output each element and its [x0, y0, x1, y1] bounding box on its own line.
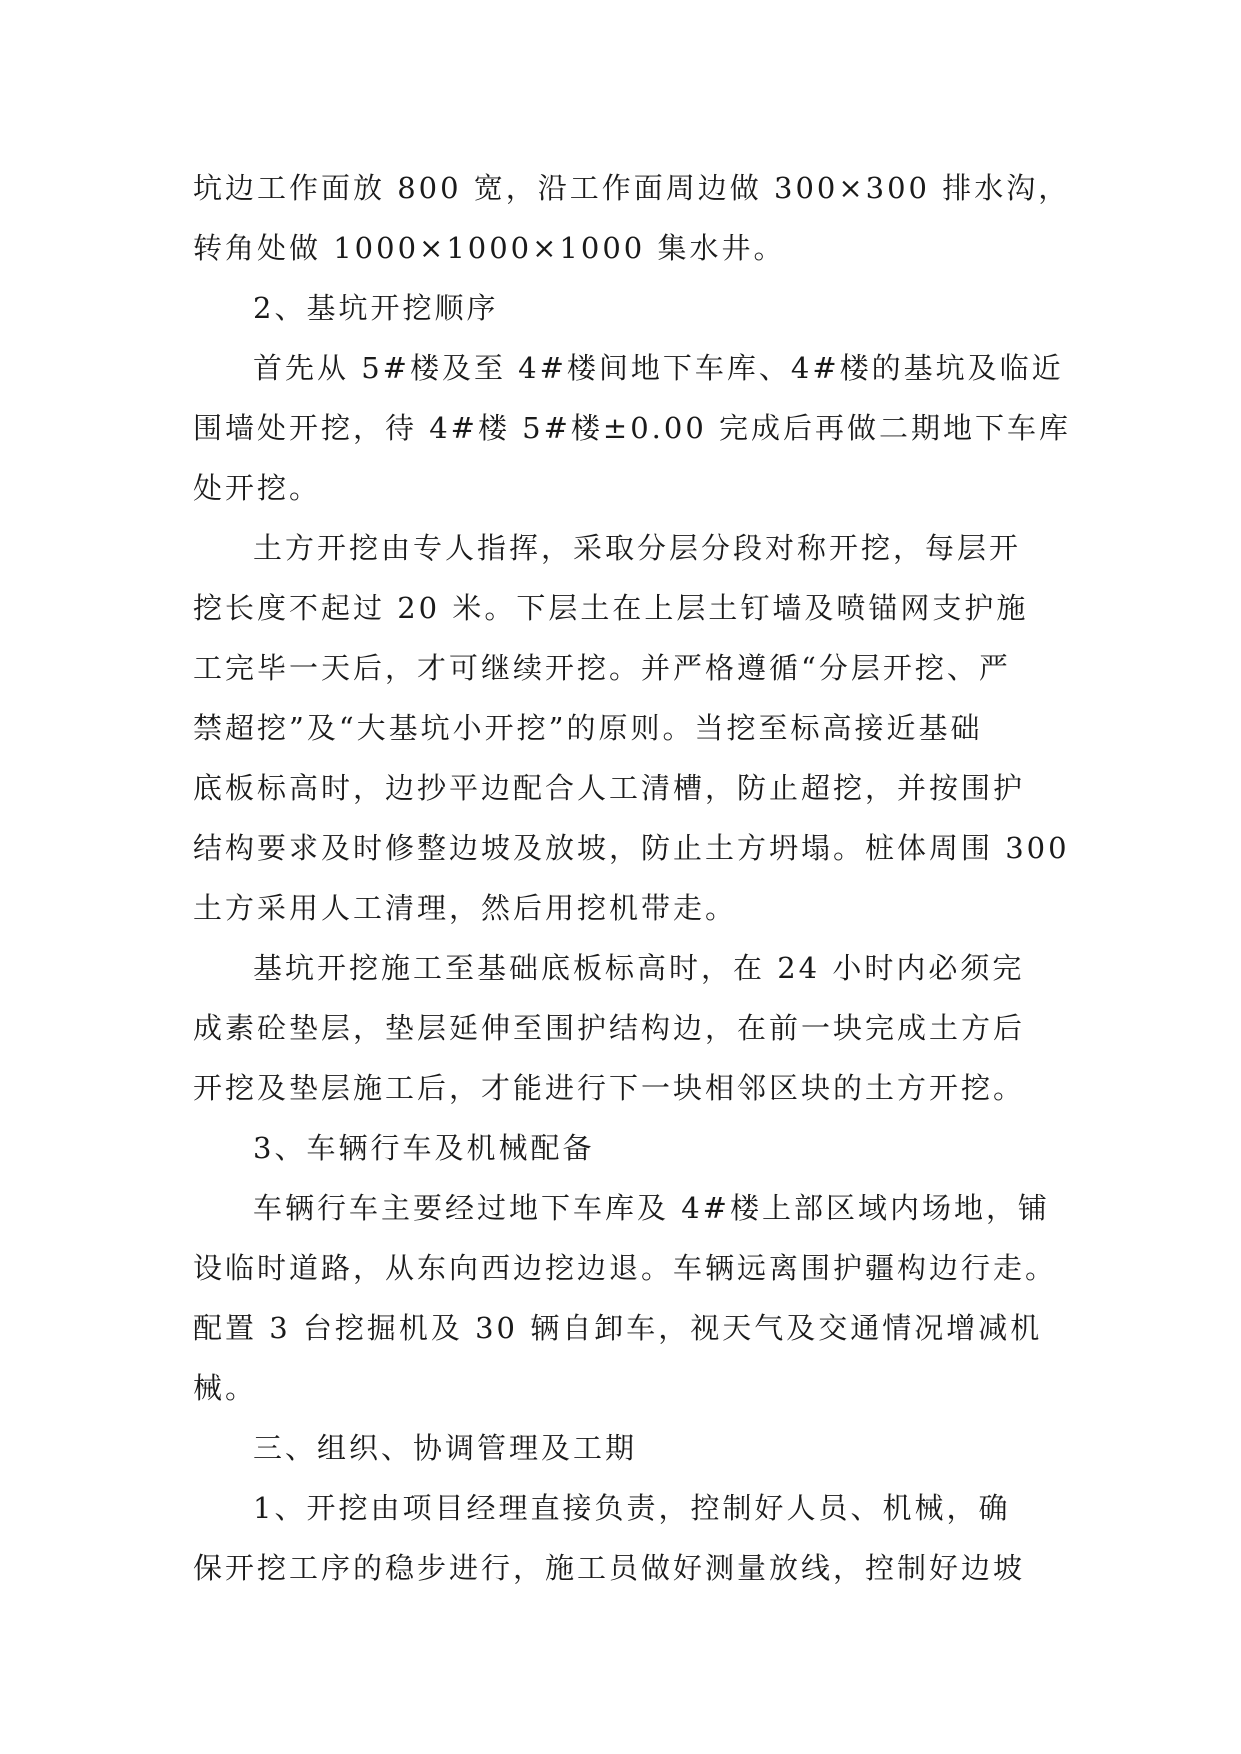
text-line: 保开挖工序的稳步进行，施工员做好测量放线，控制好边坡	[193, 1551, 1026, 1585]
text-line: 车辆行车主要经过地下车库及 4#楼上部区域内场地，铺	[253, 1191, 1050, 1225]
text-line: 配置 3 台挖掘机及 30 辆自卸车，视天气及交通情况增减机	[193, 1311, 1043, 1345]
document-body	[193, 158, 1072, 1598]
text-line: 基坑开挖施工至基础底板标高时，在 24 小时内必须完	[253, 951, 1025, 985]
text-line: 禁超挖”及“大基坑小开挖”的原则。当挖至标高接近基础	[193, 711, 983, 745]
text-line: 处开挖。	[193, 471, 322, 505]
text-line: 挖长度不起过 20 米。下层土在上层土钉墙及喷锚网支护施	[193, 591, 1029, 625]
section-heading: 三、组织、协调管理及工期	[253, 1431, 638, 1465]
section-heading: 3、车辆行车及机械配备	[253, 1131, 595, 1165]
text-line: 开挖及垫层施工后，才能进行下一块相邻区块的土方开挖。	[193, 1071, 1026, 1105]
text-line: 工完毕一天后，才可继续开挖。并严格遵循“分层开挖、严	[193, 651, 1011, 685]
text-line: 成素砼垫层，垫层延伸至围护结构边，在前一块完成土方后	[193, 1011, 1026, 1045]
text-line: 土方采用人工清理，然后用挖机带走。	[193, 891, 738, 925]
text-line: 转角处做 1000×1000×1000 集水井。	[193, 231, 786, 265]
section-heading: 2、基坑开挖顺序	[253, 291, 499, 325]
text-line: 首先从 5#楼及至 4#楼间地下车库、4#楼的基坑及临近	[253, 351, 1064, 385]
text-line: 结构要求及时修整边坡及放坡，防止土方坍塌。桩体周围 300	[193, 831, 1070, 865]
text-line: 械。	[193, 1371, 258, 1405]
text-line: 设临时道路，从东向西边挖边退。车辆远离围护疆构边行走。	[193, 1251, 1058, 1285]
text-line: 围墙处开挖，待 4#楼 5#楼±0.00 完成后再做二期地下车库	[193, 411, 1072, 445]
text-line: 1、开挖由项目经理直接负责，控制好人员、机械，确	[253, 1491, 1011, 1525]
text-line: 坑边工作面放 800 宽，沿工作面周边做 300×300 排水沟，	[193, 171, 1071, 205]
text-line: 土方开挖由专人指挥，采取分层分段对称开挖，每层开	[253, 531, 1022, 565]
text-line: 底板标高时，边抄平边配合人工清槽，防止超挖，并按围护	[193, 771, 1026, 805]
